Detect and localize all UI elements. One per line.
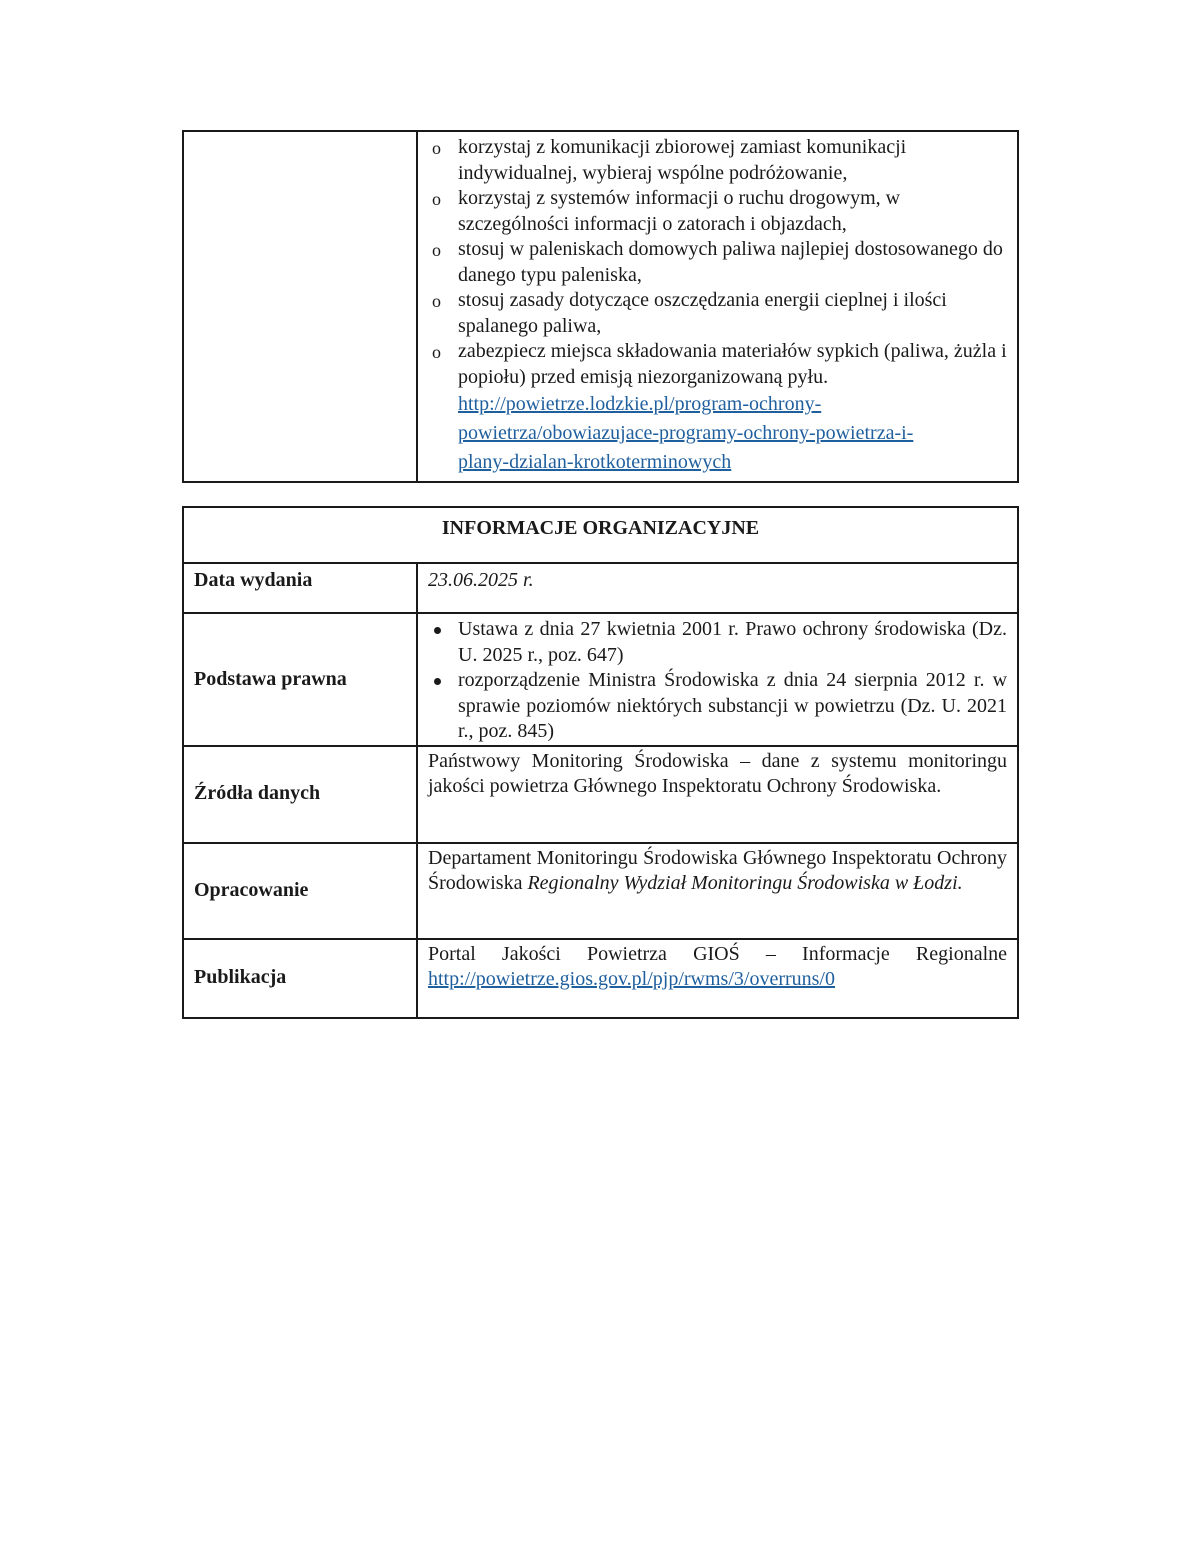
organizational-info-table [182, 506, 1019, 1019]
circle-bullet-icon: o [432, 189, 441, 209]
circle-bullet-icon: o [432, 240, 441, 260]
bullet-icon [434, 627, 441, 634]
list-item: rozporządzenie Ministra Środowiska z dnia 24 sierpnia 2012 r. w sprawie poziomów niektórych substancji w powietrzu (Dz. U. 2021 r., poz. 845) [432, 668, 1007, 745]
preparation-department: Departament Monitoringu Środowiska Głównego Inspektoratu Ochrony Środowiska [428, 846, 1008, 894]
preparation-value [417, 843, 1018, 939]
list-item: o zabezpiecz miejsca składowania materiałów sypkich (paliwa, żużla i popiołu) przed emisją niezorganizowaną pyłu. [432, 340, 1007, 388]
legal-basis-label: Podstawa prawna [183, 613, 417, 746]
date-label: Data wydania [183, 563, 417, 613]
preparation-row [183, 843, 1018, 939]
recommendations-table [182, 130, 1019, 483]
publication-link[interactable]: http://powietrze.gios.gov.pl/pjp/rwms/3/overruns/0 [428, 968, 835, 990]
legal-basis-list [418, 614, 1017, 745]
data-sources-row [183, 746, 1018, 843]
publication-cell [417, 939, 1018, 1018]
date-value: 23.06.2025 r. [417, 563, 1018, 613]
program-link[interactable]: http://powietrze.lodzkie.pl/program-ochrony- powietrza/obowiazujace-programy-ochrony-powietrza-i- plany-dzialan-krotkoterminowych [458, 393, 914, 473]
recommendations-row [183, 131, 1018, 482]
preparation-unit: Regionalny Wydział Monitoringu Środowiska w Łodzi. [527, 872, 963, 894]
table-title: INFORMACJE ORGANIZACYJNE [183, 507, 1018, 563]
recommendations-list [418, 132, 1017, 390]
list-item: o korzystaj z komunikacji zbiorowej zamiast komunikacji indywidualnej, wybieraj wspólne podróżowanie, [432, 136, 907, 184]
empty-label-cell [183, 131, 417, 482]
program-link-block [418, 390, 1017, 481]
bullet-icon [434, 678, 441, 685]
data-sources-label: Źródła danych [183, 746, 417, 843]
list-item: o stosuj zasady dotyczące oszczędzania energii cieplnej i ilości spalanego paliwa, [432, 289, 947, 337]
publication-row [183, 939, 1018, 1018]
list-item: o korzystaj z systemów informacji o ruchu drogowym, w szczególności informacji o zatorach i objazdach, [432, 187, 901, 235]
legal-basis-cell [417, 613, 1018, 746]
header-row [183, 507, 1018, 563]
publication-label: Publikacja [183, 939, 417, 1018]
circle-bullet-icon: o [432, 342, 441, 362]
recommendations-cell [417, 131, 1018, 482]
list-item: o stosuj w paleniskach domowych paliwa najlepiej dostosowanego do danego typu paleniska, [432, 238, 1003, 286]
circle-bullet-icon: o [432, 138, 441, 158]
legal-basis-row [183, 613, 1018, 746]
date-row [183, 563, 1018, 613]
publication-value: Portal Jakości Powietrza GIOŚ – Informacje Regionalne [428, 942, 1008, 965]
circle-bullet-icon: o [432, 291, 441, 311]
preparation-label: Opracowanie [183, 843, 417, 939]
list-item: Ustawa z dnia 27 kwietnia 2001 r. Prawo ochrony środowiska (Dz. U. 2025 r., poz. 647) [432, 617, 1007, 668]
data-sources-value: Państwowy Monitoring Środowiska – dane z systemu monitoringu jakości powietrza Głównego Inspektoratu Ochrony Środowiska. [417, 746, 1018, 843]
